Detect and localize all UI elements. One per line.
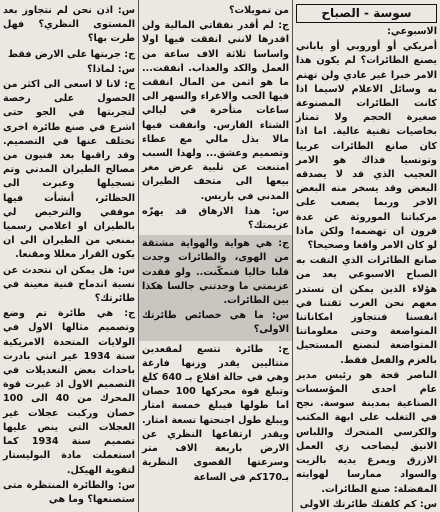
answer: ج: لم أقدر نفقاتي المالية ولن اقدرها لانني انفقت فيها اولا واساسا ثلاثة الاف ساعة من العمل والكد والعذاب. انفقت... ما هو اثمن من المال انفقت فيها الحب والاغراء والسهر الى ساعات متأخرة في ليالي الشتاء القارس. وانفقت فيها مالا بذل مالي مع عطاء وتصميم وعشق... ولهذا السبب امتنعت عن تلبية عرض مغر بيعها الى متحف الطيران المدني في باريس. [142,20,289,202]
shaded-block [139,235,292,340]
right-column [293,0,440,512]
paragraph: الاسبوعي: [387,26,437,37]
answer: ج: هي هواية والهواية مشتقة من الهوى، والطائرات وجدت قلبا خاليا فتمكّنت.. ولو فقدت عزيمتي ما وجدتني جالسا هكذا بين الطائرات. [142,238,289,307]
question-continued: من تمويلات؟ [228,5,289,16]
paragraph: الناصر قحة هو رئيس مدير عام احدى المؤسسات الصناعية بمدينة سوسة. نجح في التغلب على ابهة المكتب والكرسي المتحرك واللباس الانيق ليصاحب زي العمل الازرق ويمرغ يديه بالزيت والسواد ممارسا لهوايته المفضلة: صنع الطائرات. [296,369,437,495]
dateline-box: سوسة - الصباح [296,4,437,23]
question: س: اذن نحن لم نتجاوز بعد المستوى النظري؟ فهل طرت بها؟ [3,5,135,45]
question: س: هذا الارهاق قد يهزّه عزيمتك؟ [142,205,289,232]
question: س: والطائرة المنتظرة متى ستصنعها؟ وما هي [3,479,135,505]
answer: ج: طائرة تتسع لمقعدين متتاليين يقدر وزنها فارغة وهي في حالة اقلاع بـ 640 كلغ وتبلغ قوة محركها 100 حصان اما طولها فيبلغ خمسة امتار ويبلغ طول اجنحتها تسعة امتار. ويقدر ارتفاعها النظري عن الارض باربعة الاف متر وسرعتها القصوى النظرية بـ170كم في الساعة [142,343,289,483]
answer: ج: هي طائرة تم وضع وتصميم مثالها الاول في الولايات المتحدة الامريكية سنة 1934 غير انني بادرت باحداث بعض التعديلات في التصميم الاول اذ غيرت قوة المحرك من 40 الى 100 حصان وركبت عجلات غير العجلات التي ينص عليها تصميم سنة 1934 كما استعملت مادة البوليستار لتقوية الهيكل. [3,308,135,476]
paragraph: أمريكي أو أوروبي أو ياباني يصنع الطائرات؟ لم يكون هذا الامر خبرا غير عادي ولن تهتم به وسائل الاعلام لاسيما اذا كانت الطائرات المصنوعة صغيرة الحجم ولا تمتاز بخاصيات تقنية عالية. اما اذا كان صانع الطائرات عربيا وتونسيا فذاك هو الامر العجيب الذي قد لا يصدقه البعض وقد يسخر منه البعض الاخر وربما يصعب على مركباتنا الموروثة عن عدة قرون ان تهضمه! ولكن ماذا لو كان الامر واقعا وصحيحا؟ [296,41,437,252]
left-column [0,0,138,512]
middle-column [139,0,292,512]
answer: ج: جربتها على الارض فقط [8,48,135,60]
question: س: كم كلفتك طائرتك الاولى [299,498,437,510]
question: س: ما هي خصائص طائرتك الاولى؟ [142,310,289,336]
question: س: لماذا؟ [87,63,135,75]
question: س: هل يمكن ان نتحدث عن نسبة اندماج فنية معينة في طائرتك؟ [3,264,135,305]
answer: ج: لانا لا اسعى الى اكثر من الحصول على رخصة لتجربتها في الجو حتى اشرع في صنع طائرة اخرى تختلف عنها في التصميم. وقد راقبها بعد فنيون من مصالح الطيران المدني وتم تسجيلها وعبرت الى الحظائر، أنشأت فيها موقفي والترخيص لي بالطيران او اعلامي رسميا بمنعي من الطيران الى ان يكون القرار معللا ومقنعا. [3,79,135,261]
paragraph: صانع الطائرات الذي التقت به الصباح الاسبوعي يعد من هؤلاء الذين يمكن ان نستدر معهم نحن العرب ثقتنا في انفسنا فنتجاوز امكاناتنا المتواضعة وحتى معلوماتنا المتواضعة لنصنع المستحيل بالعزم والفعل فقط. [296,255,437,366]
